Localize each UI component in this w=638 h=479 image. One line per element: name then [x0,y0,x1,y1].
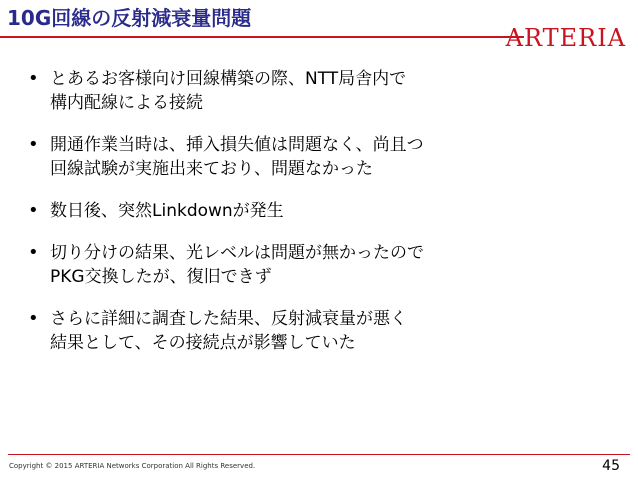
bullet-text-line: さらに詳細に調査した結果、反射減衰量が悪く [50,309,407,329]
bullet-icon: • [28,134,39,155]
bullet-text-line: 数日後、突然Linkdownが発生 [50,201,284,221]
bullet-icon: • [28,308,39,329]
bullet-icon: • [28,242,39,263]
bullet-list [28,67,588,373]
bullet-icon: • [28,200,39,221]
copyright-notice: Copyright © 2015 ARTERIA Networks Corporation All Rights Reserved. [9,462,256,470]
bullet-icon: • [28,68,39,89]
bullet-text-line: PKG交換したが、復旧できず [50,267,272,287]
page-number: 45 [602,458,620,474]
footer-divider [8,454,630,455]
bullet-text-line: とあるお客様向け回線構築の際、NTT局舎内で [50,69,407,89]
bullet-text-line: 開通作業当時は、挿入損失値は問題なく、尚且つ [50,135,424,155]
bullet-item [28,307,588,355]
bullet-text-line: 回線試験が実施出来ており、問題なかった [50,159,373,179]
bullet-text-line: 結果として、その接続点が影響していた [50,333,356,353]
header-divider [0,36,524,38]
bullet-text-line: 構内配線による接続 [50,93,203,113]
bullet-item [28,199,588,223]
bullet-item [28,133,588,181]
arteria-logo: ARTERIA [505,24,626,52]
bullet-item [28,241,588,289]
bullet-item [28,67,588,115]
slide-title: 10G回線の反射減衰量問題 [7,6,252,30]
bullet-text-line: 切り分けの結果、光レベルは問題が無かったので [50,243,424,263]
